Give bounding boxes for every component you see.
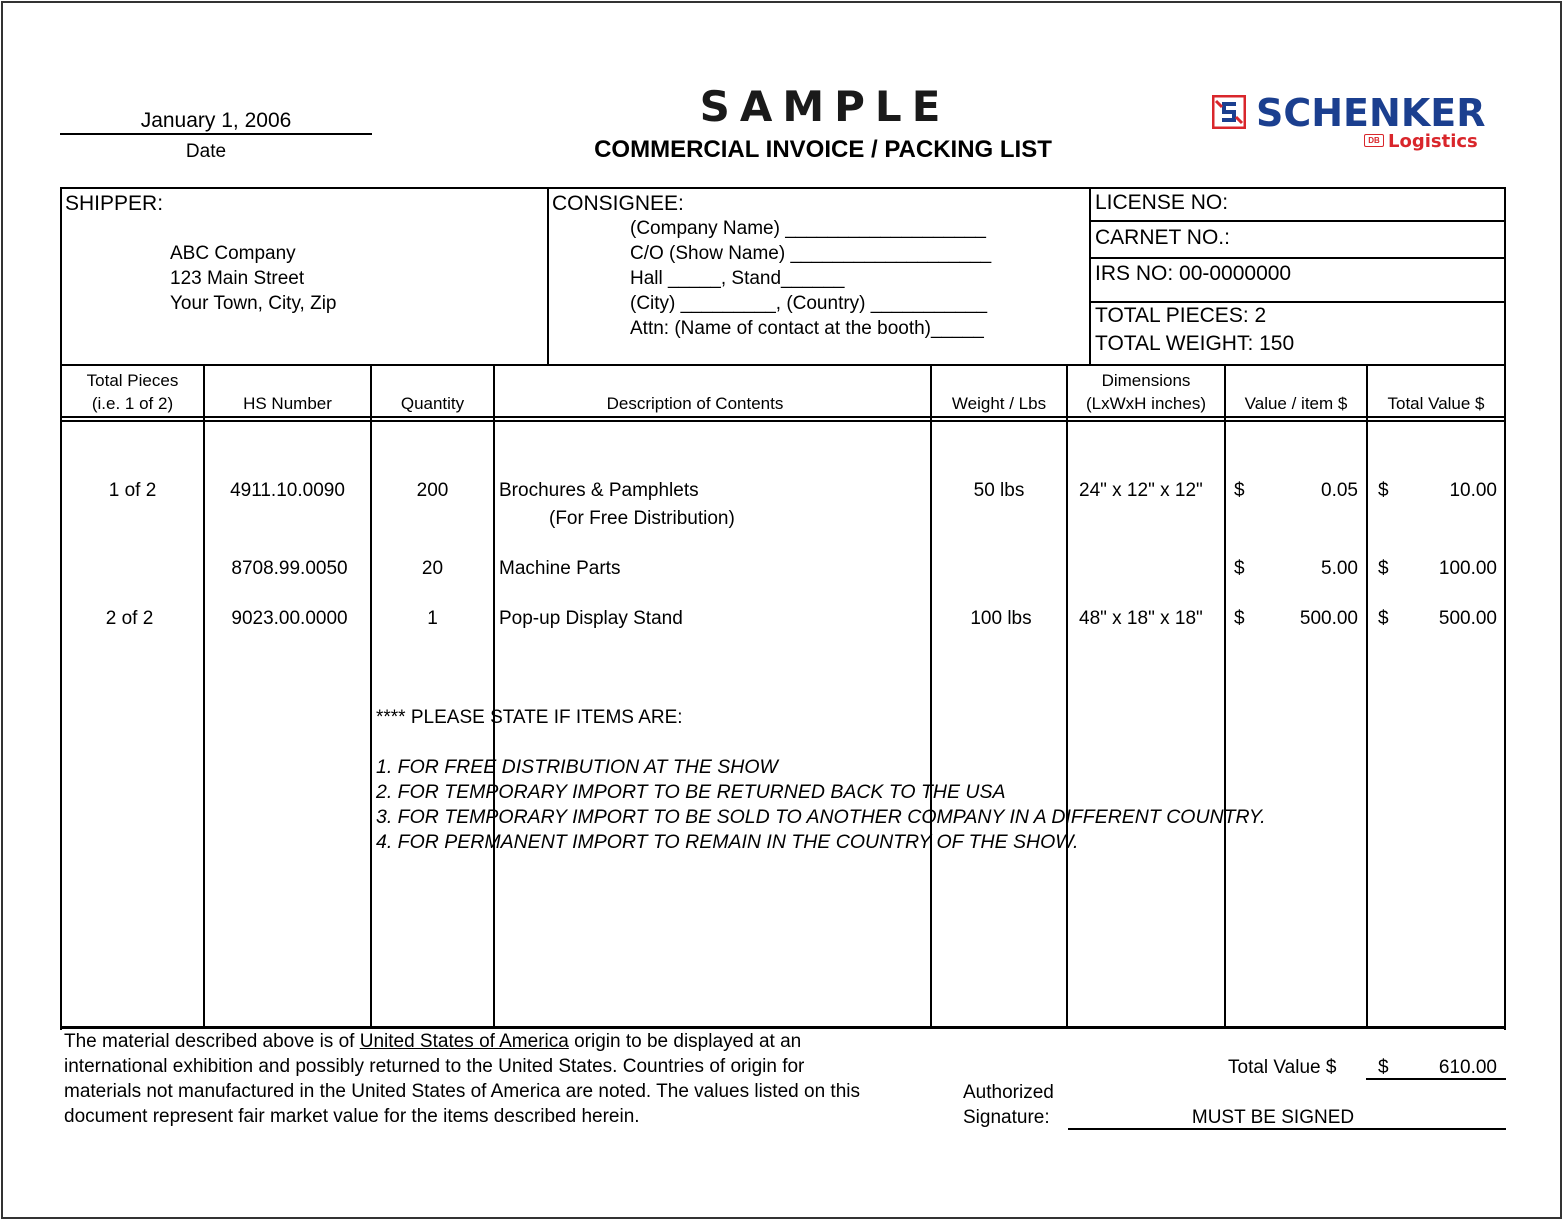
top-box-border bbox=[60, 187, 1506, 189]
row-quantity: 20 bbox=[421, 558, 444, 579]
row-value-item: 5.00 bbox=[1321, 558, 1358, 579]
row-currency: $ bbox=[1378, 480, 1389, 501]
row-weight: 50 lbs bbox=[973, 480, 1025, 501]
row-currency: $ bbox=[1378, 558, 1389, 579]
row-pieces: 1 of 2 bbox=[108, 480, 157, 501]
row-quantity: 1 bbox=[427, 608, 438, 629]
row-currency: $ bbox=[1378, 608, 1389, 629]
consignee-divider bbox=[1089, 187, 1091, 365]
shipper-line: ABC Company bbox=[170, 243, 296, 264]
row-description: Pop-up Display Stand bbox=[499, 608, 683, 629]
shipper-line: 123 Main Street bbox=[170, 268, 305, 289]
row-quantity: 200 bbox=[416, 480, 449, 501]
row-currency: $ bbox=[1234, 608, 1245, 629]
total-weight: TOTAL WEIGHT: 150 bbox=[1095, 332, 1295, 355]
row-dimensions: 48" x 18" x 18" bbox=[1079, 608, 1203, 629]
origin-text: The material described above is of bbox=[64, 1031, 360, 1052]
total-underline bbox=[1366, 1078, 1506, 1080]
header-dimensions-line: Dimensions bbox=[1101, 371, 1191, 390]
column-divider bbox=[493, 364, 495, 1028]
signature-line bbox=[1068, 1128, 1506, 1130]
column-divider bbox=[930, 364, 932, 1028]
header-total-pieces-line: (i.e. 1 of 2) bbox=[91, 394, 174, 413]
header-weight: Weight / Lbs bbox=[951, 394, 1047, 413]
date-underline bbox=[60, 133, 372, 135]
origin-country: United States of America bbox=[359, 1031, 569, 1052]
header-value-item: Value / item $ bbox=[1244, 394, 1348, 413]
column-divider bbox=[370, 364, 372, 1028]
header-quantity: Quantity bbox=[400, 394, 465, 413]
authorized-label: Authorized bbox=[963, 1082, 1054, 1103]
header-rule bbox=[60, 420, 1506, 422]
shipper-divider bbox=[547, 187, 549, 365]
db-badge: DB bbox=[1364, 134, 1384, 147]
consignee-line: (Company Name) ___________________ bbox=[630, 218, 986, 239]
note-item: 2. FOR TEMPORARY IMPORT TO BE RETURNED BACK TO THE USA bbox=[376, 781, 1006, 803]
logo-subtitle: Logistics bbox=[1388, 131, 1478, 152]
total-value-label: Total Value $ bbox=[1228, 1057, 1337, 1078]
row-pieces: 2 of 2 bbox=[105, 608, 154, 629]
note-title: **** PLEASE STATE IF ITEMS ARE: bbox=[376, 707, 683, 728]
irs-number: IRS NO: 00-0000000 bbox=[1095, 262, 1292, 285]
note-item: 3. FOR TEMPORARY IMPORT TO BE SOLD TO ANOTHER COMPANY IN A DIFFERENT COUNTRY. bbox=[376, 806, 1266, 828]
grand-total-value: 610.00 bbox=[1438, 1057, 1497, 1078]
origin-text-continued: origin to be displayed at an international exhibition and possibly returned to the United States. Countries of origin for materials not manufactured in the United States of America are noted. The values listed on this document represent fair market value for the items described herein. bbox=[64, 1031, 860, 1127]
logo-brand: SCHENKER bbox=[1256, 91, 1486, 135]
consignee-line: (City) _________, (Country) ___________ bbox=[630, 293, 988, 314]
row-hs-number: 4911.10.0090 bbox=[230, 480, 345, 501]
consignee-line: C/O (Show Name) ___________________ bbox=[630, 243, 992, 264]
header-total-pieces bbox=[62, 369, 203, 415]
carnet-label: CARNET NO.: bbox=[1095, 226, 1230, 249]
header-rule bbox=[60, 416, 1506, 418]
row-total-value: 500.00 bbox=[1438, 608, 1497, 629]
row-currency: $ bbox=[1234, 558, 1245, 579]
row-weight: 100 lbs bbox=[970, 608, 1032, 629]
column-divider bbox=[1066, 364, 1068, 1028]
shipper-label: SHIPPER: bbox=[65, 192, 164, 215]
row-value-item: 500.00 bbox=[1299, 608, 1358, 629]
consignee-line: Hall _____, Stand______ bbox=[630, 268, 845, 289]
header-hs-number: HS Number bbox=[243, 394, 332, 413]
header-total-value: Total Value $ bbox=[1387, 394, 1485, 413]
header-description: Description of Contents bbox=[606, 394, 784, 413]
license-divider bbox=[1089, 220, 1506, 222]
row-dimensions: 24" x 12" x 12" bbox=[1079, 480, 1203, 501]
row-description: Machine Parts bbox=[499, 558, 621, 579]
header-dimensions-line: (LxWxH inches) bbox=[1086, 394, 1206, 413]
right-border bbox=[1504, 187, 1506, 1030]
total-currency: $ bbox=[1378, 1057, 1389, 1078]
header-total-pieces-line: Total Pieces bbox=[86, 371, 179, 390]
consignee-label: CONSIGNEE: bbox=[552, 192, 684, 215]
signature-field[interactable]: MUST BE SIGNED bbox=[1191, 1107, 1355, 1128]
boxes-bottom-border bbox=[60, 364, 1506, 366]
consignee-line: Attn: (Name of contact at the booth)_____ bbox=[630, 318, 984, 339]
row-currency: $ bbox=[1234, 480, 1245, 501]
header-dimensions bbox=[1068, 369, 1224, 415]
note-item: 4. FOR PERMANENT IMPORT TO REMAIN IN THE COUNTRY OF THE SHOW. bbox=[376, 831, 1079, 853]
total-pieces: TOTAL PIECES: 2 bbox=[1095, 304, 1267, 327]
note-item: 1. FOR FREE DISTRIBUTION AT THE SHOW bbox=[376, 756, 778, 778]
date-label: Date bbox=[185, 141, 227, 162]
row-value-item: 0.05 bbox=[1321, 480, 1358, 501]
irs-divider bbox=[1089, 301, 1506, 303]
column-divider bbox=[1224, 364, 1226, 1028]
row-description-sub: (For Free Distribution) bbox=[549, 508, 735, 529]
document-title: COMMERCIAL INVOICE / PACKING LIST bbox=[594, 136, 1052, 163]
column-divider bbox=[203, 364, 205, 1028]
column-divider bbox=[1366, 364, 1368, 1028]
sample-title: SAMPLE bbox=[699, 82, 951, 131]
carnet-divider bbox=[1089, 257, 1506, 259]
row-total-value: 10.00 bbox=[1449, 480, 1497, 501]
license-label: LICENSE NO: bbox=[1095, 191, 1229, 214]
row-hs-number: 8708.99.0050 bbox=[231, 558, 348, 579]
row-hs-number: 9023.00.0000 bbox=[231, 608, 348, 629]
schenker-logo bbox=[1212, 91, 1486, 154]
row-description: Brochures & Pamphlets bbox=[499, 480, 699, 501]
invoice-date: January 1, 2006 bbox=[140, 109, 292, 132]
signature-label: Signature: bbox=[963, 1107, 1050, 1128]
shipper-line: Your Town, City, Zip bbox=[170, 293, 337, 314]
origin-statement bbox=[64, 1029, 864, 1129]
schenker-s-icon bbox=[1212, 95, 1246, 129]
row-total-value: 100.00 bbox=[1438, 558, 1497, 579]
